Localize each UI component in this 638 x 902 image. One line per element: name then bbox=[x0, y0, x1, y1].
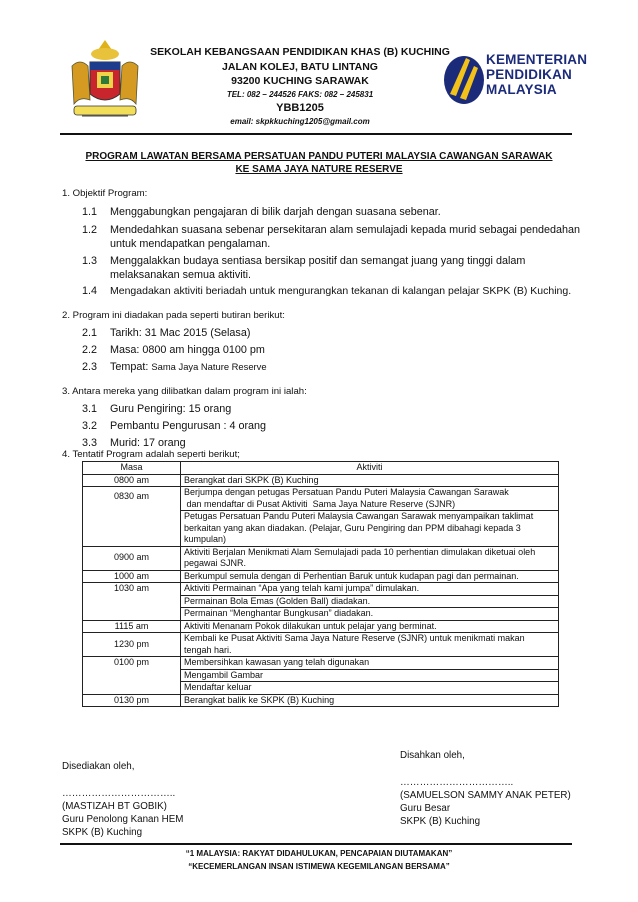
table-row bbox=[83, 546, 559, 570]
moe-text-line: KEMENTERIAN bbox=[486, 52, 588, 67]
section-heading: 4. Tentatif Program adalah seperti berikut; bbox=[62, 449, 240, 460]
malaysia-coat-of-arms-icon bbox=[60, 36, 150, 126]
cell-line: kumpulan) bbox=[184, 534, 227, 544]
signature-label: Disediakan oleh, bbox=[62, 761, 135, 772]
signature-spacer bbox=[400, 762, 571, 776]
item-number: 2.1 bbox=[82, 327, 98, 339]
tel-fax: TEL: 082 – 244526 FAKS: 082 – 245831 bbox=[226, 90, 374, 99]
cell-line: tengah hari. bbox=[184, 644, 232, 655]
cell-line: Permainan “Menghantar Bungkusan” diadakan. bbox=[184, 608, 374, 618]
list-item: Tarikh: 31 Mac 2015 (Selasa) bbox=[110, 327, 251, 339]
schedule-table bbox=[82, 461, 559, 707]
cell-masa: 0900 am bbox=[83, 546, 181, 570]
cell-aktiviti bbox=[181, 511, 559, 547]
cell-aktiviti bbox=[181, 487, 559, 511]
signature-prepared-by bbox=[62, 760, 183, 839]
cell-line: Mengambil Gambar bbox=[184, 669, 264, 680]
cell-line: Petugas Persatuan Pandu Puteri Malaysia Cawangan Sarawak menyampaikan taklimat bbox=[184, 511, 534, 521]
cell-aktiviti bbox=[181, 694, 559, 707]
cell-line: Membersihkan kawasan yang telah digunakan bbox=[184, 657, 370, 667]
table-row bbox=[83, 583, 559, 596]
signature-line: …………………………….. bbox=[400, 777, 514, 788]
signatory-name: (SAMUELSON SAMMY ANAK PETER) bbox=[400, 790, 571, 801]
cell-line: Berangkat balik ke SKPK (B) Kuching bbox=[184, 694, 335, 705]
header-divider bbox=[60, 133, 572, 135]
address-line-1: JALAN KOLEJ, BATU LINTANG bbox=[222, 61, 378, 73]
item-number: 1.4 bbox=[82, 285, 98, 297]
cell-aktiviti bbox=[181, 608, 559, 621]
signatory-name: (MASTIZAH BT GOBIK) bbox=[62, 801, 167, 812]
list-item: Mengadakan aktiviti beriadah untuk mengurangkan tekanan di kalangan pelajar SKPK (B) Kuching. bbox=[110, 285, 572, 297]
list-item: Mendedahkan suasana sebenar persekitaran alam semulajadi kepada murid sebagai pendedahan bbox=[110, 224, 580, 236]
signature-approved-by bbox=[400, 749, 571, 828]
table-row bbox=[83, 474, 559, 487]
school-name: SEKOLAH KEBANGSAAN PENDIDIKAN KHAS (B) KUCHING bbox=[150, 46, 450, 58]
cell-aktiviti bbox=[181, 620, 559, 633]
item-number: 1.2 bbox=[82, 224, 98, 236]
school-code: YBB1205 bbox=[276, 102, 324, 114]
item-number: 3.2 bbox=[82, 420, 98, 432]
document-title-line2: KE SAMA JAYA NATURE RESERVE bbox=[235, 164, 403, 175]
section-heading: 1. Objektif Program: bbox=[62, 188, 148, 199]
signatory-org: SKPK (B) Kuching bbox=[400, 816, 481, 827]
table-header-row bbox=[83, 462, 559, 475]
section-heading: 3. Antara mereka yang dilibatkan dalam program ini ialah: bbox=[62, 386, 307, 397]
cell-line: Aktiviti Berjalan Menikmati Alam Semulajadi pada 10 perhentian dimulakan diketuai oleh bbox=[184, 546, 536, 557]
list-item: Murid: 17 orang bbox=[110, 437, 186, 449]
list-item-value: Sama Jaya Nature Reserve bbox=[151, 361, 267, 372]
cell-masa: 1000 am bbox=[83, 570, 181, 583]
moe-logo-text bbox=[486, 52, 587, 97]
moe-text-line: PENDIDIKAN bbox=[486, 67, 573, 82]
cell-masa: 0130 pm bbox=[83, 694, 181, 707]
cell-line: Kembali ke Pusat Aktiviti Sama Jaya Nature Reserve (SJNR) untuk menikmati makan bbox=[184, 633, 525, 643]
signatory-position: Guru Penolong Kanan HEM bbox=[62, 814, 184, 825]
table-row bbox=[83, 620, 559, 633]
cell-line: Aktiviti Permainan “Apa yang telah kami jumpa” dimulakan. bbox=[184, 583, 420, 593]
table-row bbox=[83, 570, 559, 583]
footer-slogan-1: “1 MALAYSIA: RAKYAT DIDAHULUKAN, PENCAPAIAN DIUTAMAKAN” bbox=[185, 849, 453, 858]
list-item: Menggabungkan pengajaran di bilik darjah dengan suasana sebenar. bbox=[110, 206, 441, 218]
item-number: 3.1 bbox=[82, 403, 98, 415]
list-item: Menggalakkan budaya sentiasa bersikap positif dan semangat juang yang tinggi dalam bbox=[110, 255, 526, 267]
list-item: Pembantu Pengurusan : 4 orang bbox=[110, 420, 267, 432]
address-line-2: 93200 KUCHING SARAWAK bbox=[231, 75, 369, 87]
cell-masa: 1030 am bbox=[83, 583, 181, 621]
list-item bbox=[110, 361, 267, 373]
cell-aktiviti bbox=[181, 669, 559, 682]
column-header-aktiviti: Aktiviti bbox=[181, 462, 559, 475]
cell-aktiviti bbox=[181, 474, 559, 487]
cell-masa: 1230 pm bbox=[83, 633, 181, 657]
cell-line: berkaitan yang akan diadakan. (Pelajar, Guru Pengiring dan PPM dibahagi kepada 3 bbox=[184, 522, 521, 533]
cell-masa: 0830 am bbox=[83, 487, 181, 547]
cell-masa: 0100 pm bbox=[83, 657, 181, 695]
list-item-label: Tempat: bbox=[110, 361, 149, 373]
cell-aktiviti bbox=[181, 583, 559, 596]
signatory-position: Guru Besar bbox=[400, 803, 451, 814]
cell-aktiviti bbox=[181, 682, 559, 695]
cell-masa: 0800 am bbox=[83, 474, 181, 487]
table-row bbox=[83, 657, 559, 670]
cell-masa: 1115 am bbox=[83, 620, 181, 633]
signature-label: Disahkan oleh, bbox=[400, 750, 465, 761]
signature-line: …………………………….. bbox=[62, 788, 176, 799]
document-title-line1: PROGRAM LAWATAN BERSAMA PERSATUAN PANDU PUTERI MALAYSIA CAWANGAN SARAWAK bbox=[85, 151, 553, 162]
cell-line: pegawai SJNR. bbox=[184, 558, 247, 568]
section-heading: 2. Program ini diadakan pada seperti butiran berikut: bbox=[62, 310, 285, 321]
moe-text-line: MALAYSIA bbox=[486, 82, 557, 97]
cell-line: Berjumpa dengan petugas Persatuan Pandu Puteri Malaysia Cawangan Sarawak bbox=[184, 487, 509, 497]
list-item: Masa: 0800 am hingga 0100 pm bbox=[110, 344, 265, 356]
cell-line: Berkumpul semula dengan di Perhentian Baruk untuk kudapan pagi dan permainan. bbox=[184, 570, 519, 581]
cell-aktiviti bbox=[181, 633, 559, 657]
item-number: 2.2 bbox=[82, 344, 98, 356]
table-row bbox=[83, 633, 559, 657]
item-number: 2.3 bbox=[82, 361, 98, 373]
cell-aktiviti bbox=[181, 657, 559, 670]
column-header-masa: Masa bbox=[83, 462, 181, 475]
cell-line: Berangkat dari SKPK (B) Kuching bbox=[184, 474, 319, 485]
cell-line: Mendaftar keluar bbox=[184, 682, 252, 692]
item-number: 3.3 bbox=[82, 437, 98, 449]
list-item-continued: melaksanakan semua aktiviti. bbox=[110, 269, 252, 281]
table-row bbox=[83, 487, 559, 511]
list-item-continued: untuk mendapatkan pengalaman. bbox=[110, 238, 271, 250]
cell-line: Permainan Bola Emas (Golden Ball) diadakan. bbox=[184, 595, 371, 606]
footer-divider bbox=[60, 843, 572, 845]
footer-slogan-2: “KECEMERLANGAN INSAN ISTIMEWA KEGEMILANGAN BERSAMA” bbox=[188, 862, 450, 871]
signature-spacer bbox=[62, 773, 183, 787]
cell-aktiviti bbox=[181, 570, 559, 583]
list-item: Guru Pengiring: 15 orang bbox=[110, 403, 232, 415]
table-row bbox=[83, 694, 559, 707]
school-email: email: skpkkuching1205@gmail.com bbox=[230, 117, 370, 126]
item-number: 1.3 bbox=[82, 255, 98, 267]
cell-line: dan mendaftar di Pusat Aktiviti Sama Jaya Nature Reserve (SJNR) bbox=[184, 498, 456, 509]
cell-line: Aktiviti Menanam Pokok dilakukan untuk pelajar yang berminat. bbox=[184, 620, 437, 631]
cell-aktiviti bbox=[181, 546, 559, 570]
signatory-org: SKPK (B) Kuching bbox=[62, 827, 143, 838]
cell-aktiviti bbox=[181, 595, 559, 608]
item-number: 1.1 bbox=[82, 206, 98, 218]
